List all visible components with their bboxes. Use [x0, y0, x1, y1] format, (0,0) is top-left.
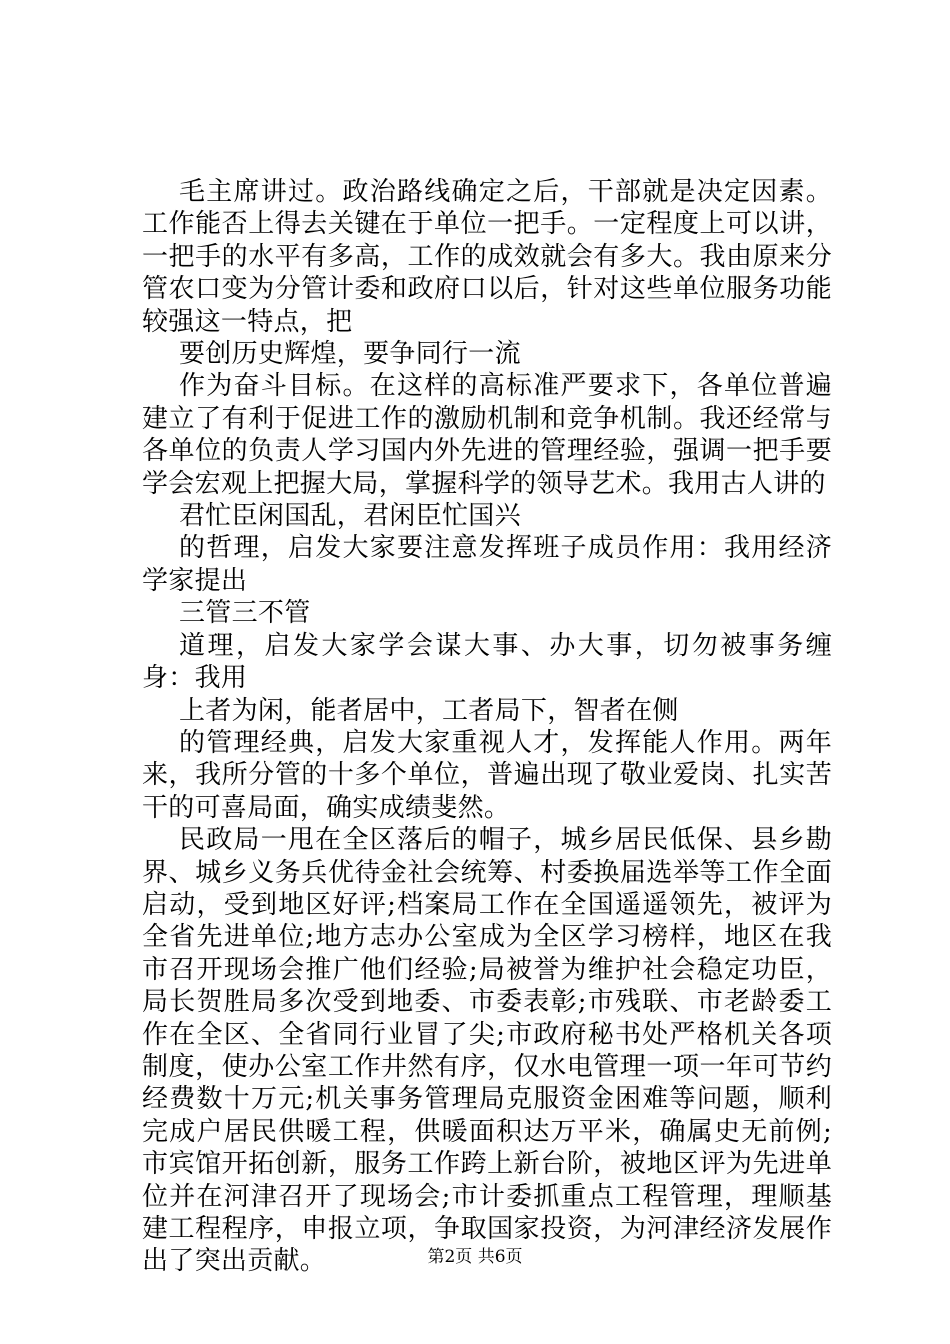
paragraph-4: 君忙臣闲国乱，君闲臣忙国兴	[179, 501, 521, 532]
document-body	[142, 176, 832, 1278]
paragraph-1: 毛主席讲过。政治路线确定之后，干部就是决定因素。工作能否上得去关键在于单位一把手。一定程度上可以讲，一把手的水平有多高，工作的成效就会有多大。我由原来分管农口变为分管计委和政府口以后，针对这些单位服务功能较强这一特点，把	[142, 177, 832, 337]
paragraph-6: 三管三不管	[179, 598, 311, 629]
paragraph-3: 作为奋斗目标。在这样的高标准严要求下，各单位普遍建立了有利于促进工作的激励机制和竞争机制。我还经常与各单位的负责人学习国内外先进的管理经验，强调一把手要学会宏观上把握大局，掌握科学的领导艺术。我用古人讲的	[142, 371, 832, 499]
paragraph-7: 道理，启发大家学会谋大事、办大事，切勿被事务缠身：我用	[142, 630, 832, 694]
paragraph-2: 要创历史辉煌，要争同行一流	[179, 339, 521, 370]
paragraph-5: 的哲理，启发大家要注意发挥班子成员作用：我用经济学家提出	[142, 533, 832, 596]
paragraph-10: 民政局一甩在全区落后的帽子，城乡居民低保、县乡勘界、城乡义务兵优待金社会统筹、村委换届选举等工作全面启动，受到地区好评;档案局工作在全国遥遥领先，被评为全省先进单位;地方志办公室成为全区学习榜样，地区在我市召开现场会推广他们经验;局被誉为维护社会稳定功臣，局长贺胜局多次受到地委、市委表彰;市残联、市老龄委工作在全区、全省同行业冒了尖;市政府秘书处严格机关各项制度，使办公室工作井然有序，仅水电管理一项一年可节约经费数十万元;机关事务管理局克服资金困难等问题，顺利完成户居民供暖工程，供暖面积达万平米，确属史无前例;市宾馆开拓创新，服务工作跨上新台阶，被地区评为先进单位并在河津召开了现场会;市计委抓重点工程管理，理顺基建工程程序，申报立项，争取国家投资，为河津经济发展作出了突出贡献。	[142, 825, 832, 1277]
paragraph-9: 的管理经典，启发大家重视人才，发挥能人作用。两年来，我所分管的十多个单位，普遍出现了敬业爱岗、扎实苦干的可喜局面，确实成绩斐然。	[142, 727, 832, 823]
paragraph-8: 上者为闲，能者居中，工者局下，智者在侧	[179, 695, 679, 726]
page-footer: 第2页 共6页	[427, 1247, 523, 1267]
